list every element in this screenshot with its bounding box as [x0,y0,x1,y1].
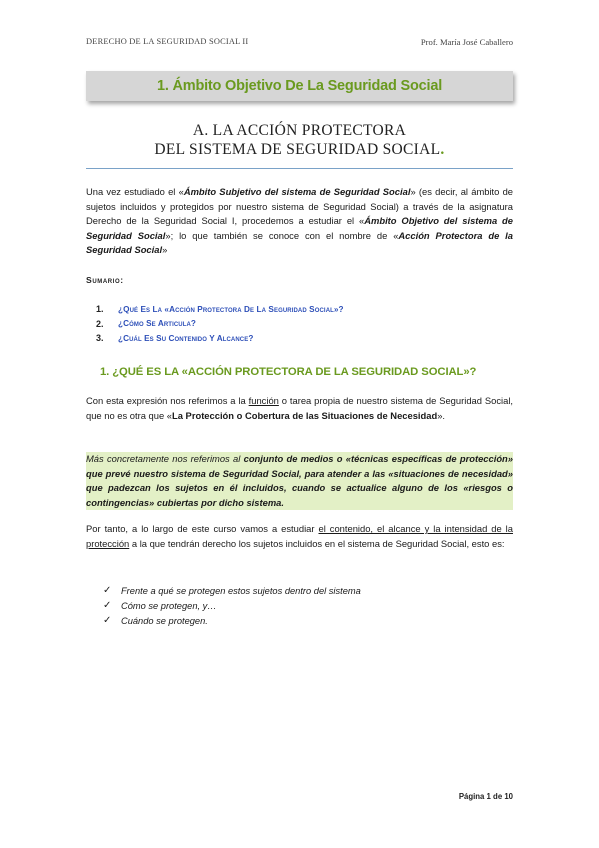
intro-paragraph: Una vez estudiado el «Ámbito Subjetivo del sistema de Seguridad Social» (es decir, al ámbito de sujetos incluidos y protegidos por nuestro sistema de Seguridad Social) a través de la asignatura Derecho de la Seguridad Social I, procedemos a estudiar el «Ámbito Objetivo del sistema de Seguridad Social»; lo que también se conoce con el nombre de «Acción Protectora de la Seguridad Social» [86,186,514,256]
subsection-heading: 1. ¿QUÉ ES LA «ACCIÓN PROTECTORA DE LA SEGURIDAD SOCIAL»? [100,366,477,378]
checklist-item: ✓ Frente a qué se protegen estos sujetos dentro del sistema [103,585,361,596]
title-line-1: A. LA ACCIÓN PROTECTORA [192,122,407,139]
title-line-2: DEL SISTEMA DE SEGURIDAD SOCIAL. [154,141,445,158]
toc-link[interactable]: ¿Cuál Es Su Contenido Y Alcance? [118,333,254,343]
running-header-author: Prof. María José Caballero [420,37,513,47]
table-of-contents [96,302,496,346]
toc-item[interactable]: 2. ¿Cómo Se Articula? [96,318,196,329]
toc-link[interactable]: ¿Cómo Se Articula? [118,319,196,329]
running-header-course: DERECHO DE LA SEGURIDAD SOCIAL II [86,37,249,46]
scope-paragraph: Por tanto, a lo largo de este curso vamos a estudiar el contenido, el alcance y la intensidad de la protección a la que tendrán derecho los sujetos incluidos en el sistema de Seguridad Social, esto es: [86,523,513,549]
definition-paragraph: Con esta expresión nos referimos a la función o tarea propia de nuestro sistema de Seguridad Social, que no es otra que «La Protección o Cobertura de las Situaciones de Necesidad». [86,395,514,421]
toc-link[interactable]: ¿Qué Es La «Acción Protectora De La Seguridad Social»? [118,304,344,314]
section-banner [86,71,513,101]
page-number: Página 1 de 10 [458,792,513,801]
highlighted-paragraph: Más concretamente nos referimos al conjunto de medios o «técnicas específicas de protección» que prevé nuestro sistema de Seguridad Social, para atender a las «situaciones de necesidad» que padezcan los sujetos en él incluidos, cuando se actualice alguno de los «riesgos o contingencias» cubiertas por dicho sistema. [86,452,513,510]
checklist-item: ✓ Cuándo se protegen. [103,615,208,626]
checklist [103,583,361,628]
title-dot: . [440,141,445,158]
title-underline-rule [86,168,513,169]
checkmark-icon: ✓ [103,585,112,596]
toc-item[interactable]: 3. ¿Cuál Es Su Contenido Y Alcance? [96,333,254,344]
toc-item[interactable]: 1. ¿Qué Es La «Acción Protectora De La Seguridad Social»? [96,304,344,315]
checkmark-icon: ✓ [103,600,112,611]
section-banner-title: 1. Ámbito Objetivo De La Seguridad Social [156,78,443,94]
summary-label: Sumario: [86,275,124,285]
checkmark-icon: ✓ [103,615,112,626]
checklist-item: ✓ Cómo se protegen, y… [103,600,217,611]
document-title [86,121,513,159]
